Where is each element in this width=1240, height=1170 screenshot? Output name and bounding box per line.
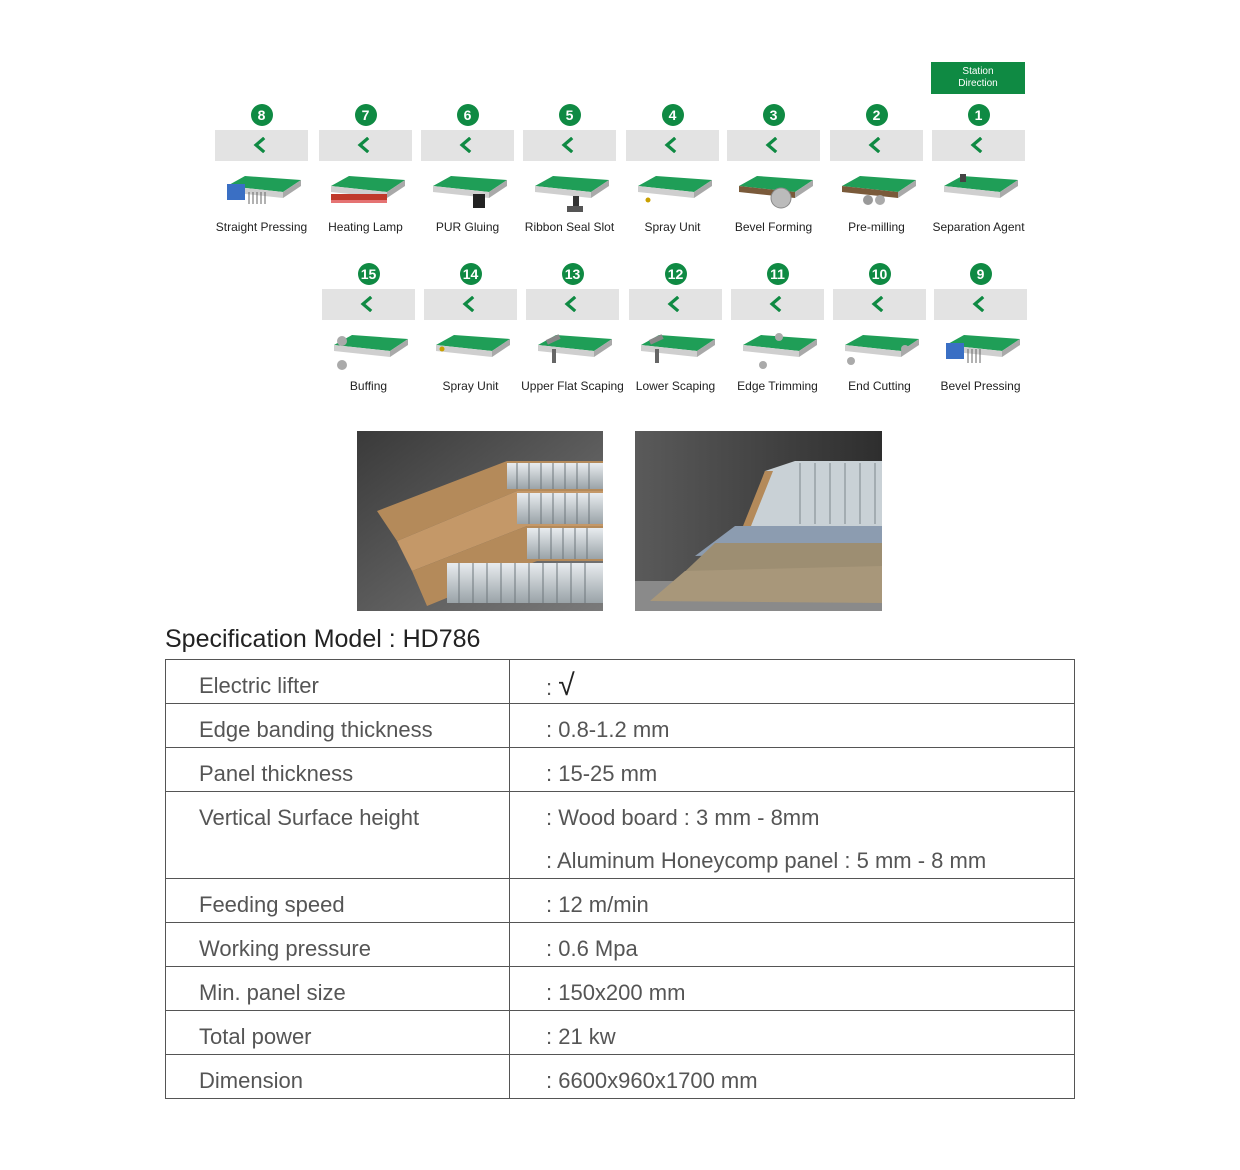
- chevron-left-icon: [252, 137, 268, 153]
- legend-line-1: Station: [962, 66, 994, 77]
- station-number-badge: 1: [968, 104, 990, 126]
- chevron-left-icon: [563, 296, 579, 312]
- chevron-left-icon: [666, 296, 682, 312]
- machine-unit-illustration: [735, 170, 815, 214]
- spec-value: : 21 kw: [546, 1024, 616, 1049]
- spec-value: : 150x200 mm: [546, 980, 686, 1005]
- chevron-left-icon: [764, 137, 780, 153]
- spec-key: Working pressure: [199, 936, 371, 961]
- spec-row: [166, 792, 1075, 879]
- spec-row: [166, 967, 1075, 1011]
- spec-row: [166, 1011, 1075, 1055]
- direction-arrow-box: [421, 130, 514, 161]
- machine-unit-illustration: [841, 329, 921, 373]
- direction-arrow-box: [934, 289, 1027, 320]
- legend-line-2: Direction: [958, 78, 998, 89]
- chevron-left-icon: [867, 137, 883, 153]
- machine-unit-illustration: [634, 170, 714, 214]
- station-number-badge: 13: [562, 263, 584, 285]
- station-label: Upper Flat Scaping: [521, 379, 624, 393]
- spec-row: [166, 879, 1075, 923]
- machine-unit-illustration: [637, 329, 717, 373]
- station-label: PUR Gluing: [435, 220, 500, 234]
- direction-arrow-box: [833, 289, 926, 320]
- spec-row: [166, 1055, 1075, 1099]
- machine-unit-illustration: [223, 170, 303, 214]
- machine-unit-illustration: [330, 329, 410, 373]
- chevron-left-icon: [969, 137, 985, 153]
- station-number-badge: 14: [460, 263, 482, 285]
- station-label: Straight Pressing: [215, 220, 308, 234]
- station-number-badge: 9: [970, 263, 992, 285]
- spec-row: [166, 748, 1075, 792]
- direction-arrow-box: [322, 289, 415, 320]
- chevron-left-icon: [356, 137, 372, 153]
- station-number-badge: 3: [763, 104, 785, 126]
- station-label: Buffing: [349, 379, 388, 393]
- direction-arrow-box: [523, 130, 616, 161]
- machine-unit-illustration: [940, 170, 1020, 214]
- chipboard-panel-photo-2: [635, 431, 882, 611]
- direction-arrow-box: [830, 130, 923, 161]
- spec-value: : Wood board : 3 mm - 8mm: [546, 805, 820, 830]
- chevron-left-icon: [663, 137, 679, 153]
- station-number-badge: 6: [457, 104, 479, 126]
- direction-arrow-box: [629, 289, 722, 320]
- spec-key: Min. panel size: [199, 980, 346, 1005]
- direction-arrow-box: [424, 289, 517, 320]
- spec-key: Edge banding thickness: [199, 717, 433, 742]
- spec-value: : 0.6 Mpa: [546, 936, 638, 961]
- station-label: Lower Scaping: [635, 379, 716, 393]
- direction-arrow-box: [731, 289, 824, 320]
- station-label: Heating Lamp: [328, 220, 403, 234]
- station-label: Bevel Forming: [734, 220, 813, 234]
- spec-value: : 6600x960x1700 mm: [546, 1068, 758, 1093]
- direction-arrow-box: [215, 130, 308, 161]
- station-number-badge: 12: [665, 263, 687, 285]
- spec-key: Electric lifter: [199, 673, 319, 698]
- spec-value-colon: :: [546, 675, 559, 700]
- spec-key: Total power: [199, 1024, 312, 1049]
- spec-key: Feeding speed: [199, 892, 345, 917]
- honeycomb-panel-photo-1: [357, 431, 603, 611]
- direction-arrow-box: [727, 130, 820, 161]
- station-label: Separation Agent: [932, 220, 1025, 234]
- direction-arrow-box: [932, 130, 1025, 161]
- direction-arrow-box: [626, 130, 719, 161]
- station-number-badge: 10: [869, 263, 891, 285]
- station-number-badge: 8: [251, 104, 273, 126]
- machine-unit-illustration: [838, 170, 918, 214]
- spec-value: : 15-25 mm: [546, 761, 658, 786]
- station-label: End Cutting: [848, 379, 911, 393]
- station-number-badge: 5: [559, 104, 581, 126]
- station-label: Pre-milling: [848, 220, 905, 234]
- station-number-badge: 7: [355, 104, 377, 126]
- machine-unit-illustration: [531, 170, 611, 214]
- machine-unit-illustration: [739, 329, 819, 373]
- spec-value: : 12 m/min: [546, 892, 649, 917]
- station-number-badge: 4: [662, 104, 684, 126]
- station-direction-legend: [931, 62, 1025, 94]
- station-number-badge: 11: [767, 263, 789, 285]
- chevron-left-icon: [768, 296, 784, 312]
- station-label: Edge Trimming: [737, 379, 818, 393]
- spec-row: [166, 704, 1075, 748]
- station-label: Ribbon Seal Slot: [524, 220, 615, 234]
- machine-unit-illustration: [534, 329, 614, 373]
- station-label: Spray Unit: [442, 379, 499, 393]
- machine-unit-illustration: [429, 170, 509, 214]
- station-number-badge: 2: [866, 104, 888, 126]
- spec-value-2: : Aluminum Honeycomp panel : 5 mm - 8 mm: [546, 848, 987, 873]
- chevron-left-icon: [359, 296, 375, 312]
- machine-unit-illustration: [432, 329, 512, 373]
- spec-key: Dimension: [199, 1068, 303, 1093]
- chevron-left-icon: [461, 296, 477, 312]
- station-number-badge: 15: [358, 263, 380, 285]
- direction-arrow-box: [526, 289, 619, 320]
- station-label: Spray Unit: [644, 220, 701, 234]
- spec-title: Specification Model : HD786: [165, 625, 481, 653]
- check-root-symbol: √: [558, 669, 575, 702]
- machine-unit-illustration: [942, 329, 1022, 373]
- station-label: Bevel Pressing: [940, 379, 1021, 393]
- spec-row: [166, 660, 1075, 704]
- chevron-left-icon: [560, 137, 576, 153]
- spec-value: : 0.8-1.2 mm: [546, 717, 670, 742]
- spec-table: [165, 659, 1075, 1099]
- chevron-left-icon: [458, 137, 474, 153]
- machine-unit-illustration: [327, 170, 407, 214]
- chevron-left-icon: [971, 296, 987, 312]
- chevron-left-icon: [870, 296, 886, 312]
- spec-row: [166, 923, 1075, 967]
- spec-key: Vertical Surface height: [199, 805, 420, 830]
- spec-key: Panel thickness: [199, 761, 354, 786]
- direction-arrow-box: [319, 130, 412, 161]
